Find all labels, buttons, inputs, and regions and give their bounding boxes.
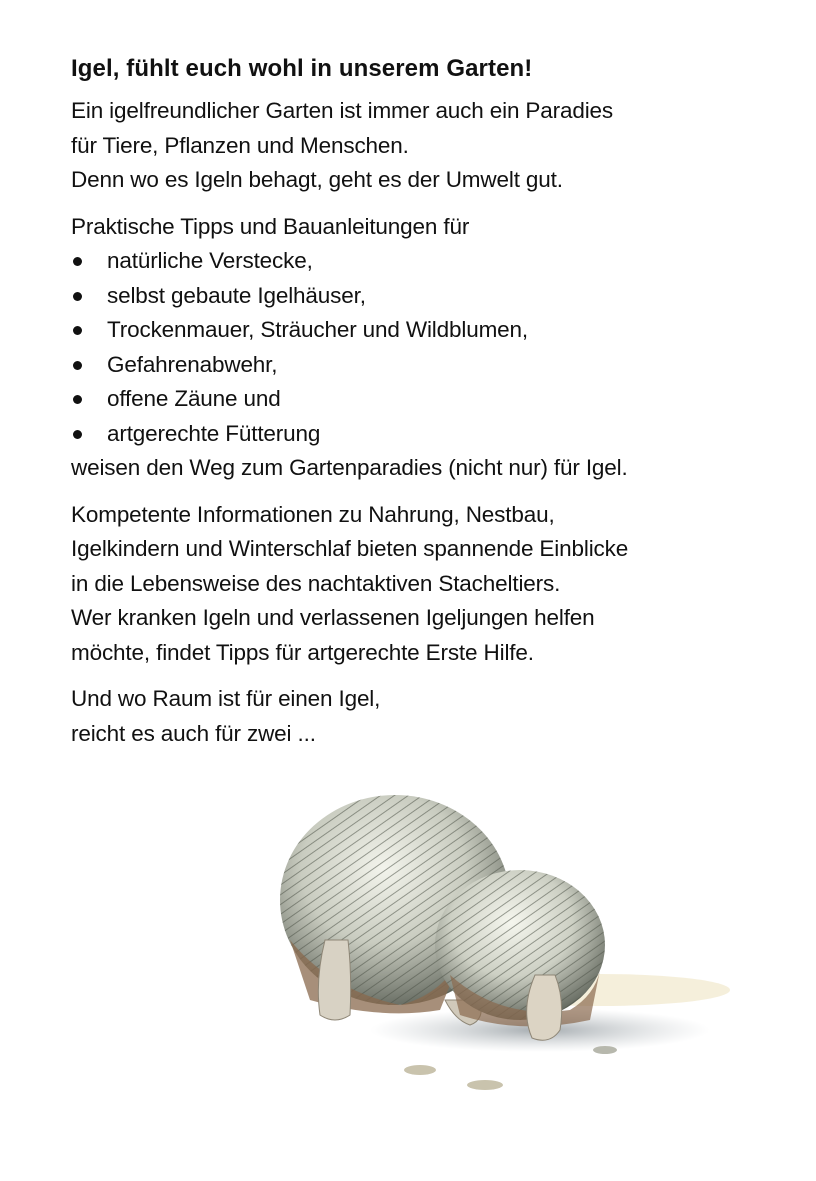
hedgehog-icon — [270, 780, 730, 1100]
list-item — [71, 417, 751, 452]
bullet-icon — [73, 361, 82, 370]
bullet-icon — [73, 395, 82, 404]
bullet-icon — [73, 326, 82, 335]
list-item-text: offene Zäune und — [107, 386, 281, 411]
info-line: Wer kranken Igeln und verlassenen Igeljungen helfen — [71, 605, 595, 630]
list-item — [71, 382, 751, 417]
info-line: möchte, findet Tipps für artgerechte Erste Hilfe. — [71, 639, 534, 665]
list-item — [71, 244, 751, 279]
intro-line: Denn wo es Igeln behagt, geht es der Umwelt gut. — [71, 167, 563, 192]
intro-line: für Tiere, Pflanzen und Menschen. — [71, 132, 409, 158]
list-item — [71, 348, 751, 383]
closing-line: Und wo Raum ist für einen Igel, — [71, 686, 381, 711]
closing-line: reicht es auch für zwei ... — [71, 720, 316, 746]
bullet-icon — [73, 430, 82, 439]
closing-paragraph — [71, 682, 751, 751]
bullet-icon — [73, 292, 82, 301]
tips-list — [71, 244, 751, 451]
list-item — [71, 313, 751, 348]
info-line: Kompetente Informationen zu Nahrung, Nestbau, — [71, 501, 555, 527]
intro-paragraph — [71, 94, 751, 198]
list-item-text: Gefahrenabwehr, — [107, 351, 278, 377]
tips-lead: Praktische Tipps und Bauanleitungen für — [71, 213, 470, 239]
list-item-text: natürliche Verstecke, — [107, 248, 313, 273]
info-paragraph — [71, 498, 751, 671]
blurb-text — [71, 52, 751, 763]
page-title: Igel, fühlt euch wohl in unserem Garten! — [71, 55, 533, 82]
list-item-text: selbst gebaute Igelhäuser, — [107, 282, 366, 308]
info-line: Igelkindern und Winterschlaf bieten spannende Einblicke — [71, 536, 629, 561]
intro-line: Ein igelfreundlicher Garten ist immer auch ein Paradies — [71, 98, 614, 123]
bullet-icon — [73, 257, 82, 266]
info-line: in die Lebensweise des nachtaktiven Stacheltiers. — [71, 570, 561, 596]
tips-close: weisen den Weg zum Gartenparadies (nicht nur) für Igel. — [71, 455, 628, 480]
hedgehogs-illustration — [270, 780, 730, 1100]
list-item-text: artgerechte Fütterung — [107, 420, 321, 446]
list-item — [71, 279, 751, 314]
list-item-text: Trockenmauer, Sträucher und Wildblumen, — [107, 317, 529, 342]
tips-paragraph — [71, 210, 751, 486]
